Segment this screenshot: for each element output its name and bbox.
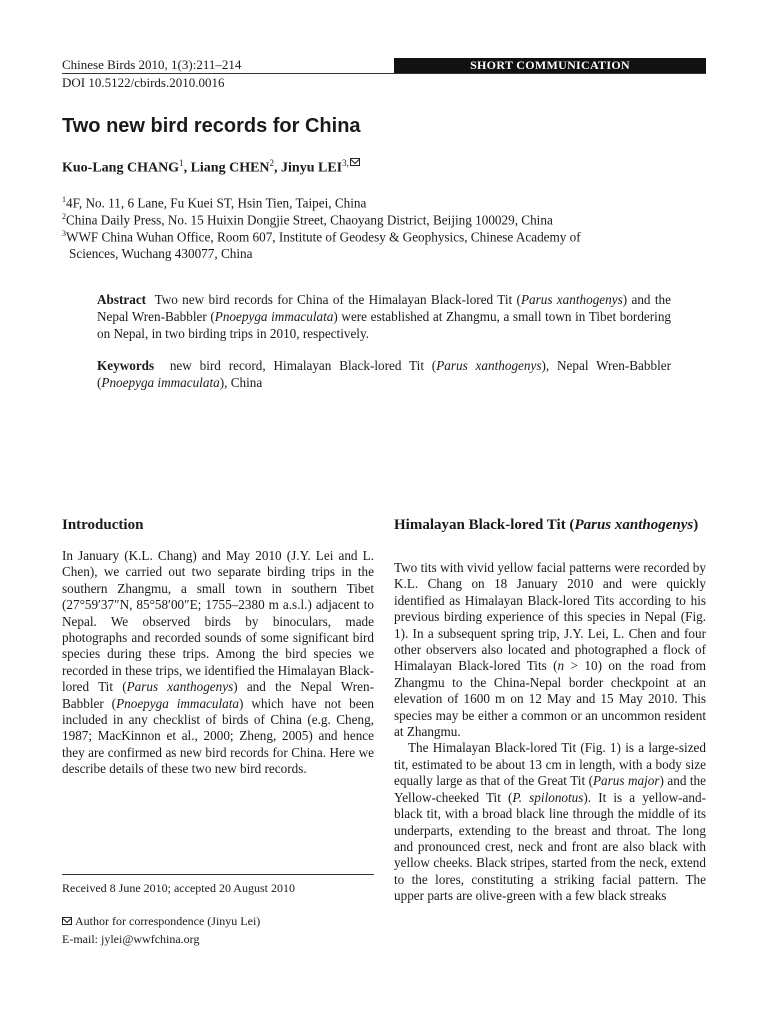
section-banner: SHORT COMMUNICATION — [394, 58, 706, 73]
author-name: Liang CHEN — [190, 160, 270, 176]
species-name: Parus xanthogenys — [574, 517, 694, 533]
italic-n: n — [557, 658, 565, 674]
keywords-text: ), Nepal Wren-Babbler ( — [97, 358, 671, 390]
species-name: Pnoepyga immaculata — [116, 695, 240, 711]
author-name: Jinyu LEI — [281, 160, 343, 176]
affiliation-text: China Daily Press, No. 15 Huixin Dongjie Street, Chaoyang District, Beijing 100029, China — [66, 212, 553, 228]
body-text: In January (K.L. Chang) and May 2010 (J.Y. Lei and L. Chen), we carried out two separate birding trips in the southern Zhangmu, a small town in southern Tibet (27°59′37″N, 85°58′00″E; 1755–2380 m a.s.l.) adjacent to Nepal. We observed birds by binoculars, made photographs and recorded sounds of some significant bird species during these trips. Among the bird species we recorded in these trips, we identified the Himalayan Black-lored Tit ( — [62, 548, 374, 695]
affiliation — [62, 225, 581, 262]
affiliation-sup: 1 — [62, 195, 66, 204]
body-text: > 10) on the road from Zhangmu to the China-Nepal border checkpoint at an elevation of 1600 m on 12 May and 15 May 2010. This species may be either a common or an uncommon resident at Zhangmu. — [394, 658, 706, 740]
body-text: ) which have not been included in any checklist of birds of China (e.g. Cheng, 1987; MacKinnon et al., 2000; Zheng, 2005) and hence they are confirmed as new bird records for China. Here we describe details of these two new bird records. — [62, 695, 375, 777]
author-sup: 3, — [342, 158, 349, 168]
correspondence-note — [62, 914, 260, 929]
body-text: The Himalayan Black-lored Tit (Fig. 1) is a large-sized tit, estimated to be about 13 cm in length, with a body size equally large as that of the Great Tit ( — [394, 740, 706, 789]
envelope-icon — [62, 917, 72, 925]
section-heading-introduction: Introduction — [62, 517, 144, 533]
keywords-label: Keywords — [97, 358, 155, 373]
affiliation-sup: 2 — [62, 212, 66, 221]
heading-text: Himalayan Black-lored Tit ( — [394, 517, 575, 533]
species-name: Parus xanthogenys — [436, 358, 542, 373]
body-text: ) and the Yellow-cheeked Tit ( — [394, 773, 707, 805]
affiliation-text: 4F, No. 11, 6 Lane, Fu Kuei ST, Hsin Tien, Taipei, China — [66, 195, 367, 211]
keywords-text: ), China — [219, 375, 263, 390]
abstract-text: ) and the Nepal Wren-Babbler ( — [97, 292, 671, 324]
body-text: Two tits with vivid yellow facial patterns were recorded by K.L. Chang on 18 January 2010 and were quickly identified as Himalayan Black-lored Tits according to his previous birding experience of this species in Nepal (Fig. 1). In a subsequent spring trip, J.Y. Lei, L. Chen and four other observers also located and photographed a flock of Himalayan Black-lored Tits ( — [394, 560, 706, 674]
body-text: ). It is a yellow-and-black tit, with a broad black line through the middle of its underparts, extending to the breast and throat. The long and pronounced crest, neck and front are also black with yellow cheeks. Black stripes, started from the neck, extend to the lores, constituting a striking facial pattern. The upper parts are olive-green with a few black streaks — [394, 789, 706, 904]
tit-section-body — [394, 560, 706, 905]
envelope-icon — [350, 158, 360, 166]
species-name: Pnoepyga immaculata — [214, 309, 334, 324]
introduction-body — [62, 548, 374, 778]
header-rule — [62, 73, 706, 74]
species-name: Parus xanthogenys — [520, 292, 623, 307]
section-heading-tit — [394, 516, 706, 534]
author-sup: 2 — [269, 158, 275, 168]
abstract-label: Abstract — [97, 292, 147, 307]
abstract-text: ) were established at Zhangmu, a small town in Tibet bordering on Nepal, in two birding trips in 2010, respectively. — [97, 309, 672, 341]
affiliation-text: WWF China Wuhan Office, Room 607, Institute of Geodesy & Geophysics, Chinese Academy of — [66, 229, 581, 245]
doi: DOI 10.5122/cbirds.2010.0016 — [62, 75, 225, 90]
species-name: P. spilonotus — [512, 789, 584, 805]
species-name: Pnoepyga immaculata — [101, 375, 220, 390]
heading-text: ) — [693, 517, 699, 533]
keywords-text: new bird record, Himalayan Black-lored Tit ( — [169, 358, 437, 373]
received-note: Received 8 June 2010; accepted 20 August 2010 — [62, 881, 295, 895]
author-list: Kuo-Lang CHANG$^1$, Liang CHEN$^2$, Jinyu $LEI^{3,}$ — [62, 158, 360, 177]
author-sup: 1 — [179, 158, 184, 168]
footnote-rule — [62, 874, 374, 875]
species-name: Parus major — [593, 773, 660, 789]
body-text: ) and the Nepal Wren-Babbler ( — [62, 679, 374, 711]
keywords — [97, 357, 671, 391]
abstract — [97, 291, 671, 342]
abstract-text: Two new bird records for China of the Himalayan Black-lored Tit ( — [154, 292, 521, 307]
paper-title: Two new bird records for China — [62, 115, 361, 137]
journal-citation: Chinese Birds 2010, 1(3):211–214 — [62, 57, 242, 72]
email-note[interactable]: E-mail: jylei@wwfchina.org — [62, 932, 200, 946]
affiliation-text: Sciences, Wuchang 430077, China — [69, 246, 253, 262]
correspondence-text: Author for correspondence (Jinyu Lei) — [75, 914, 261, 928]
species-name: Parus xanthogenys — [126, 679, 234, 695]
affiliation-sup: 3 — [62, 229, 66, 238]
author-name: Kuo-Lang CHANG — [62, 160, 180, 176]
